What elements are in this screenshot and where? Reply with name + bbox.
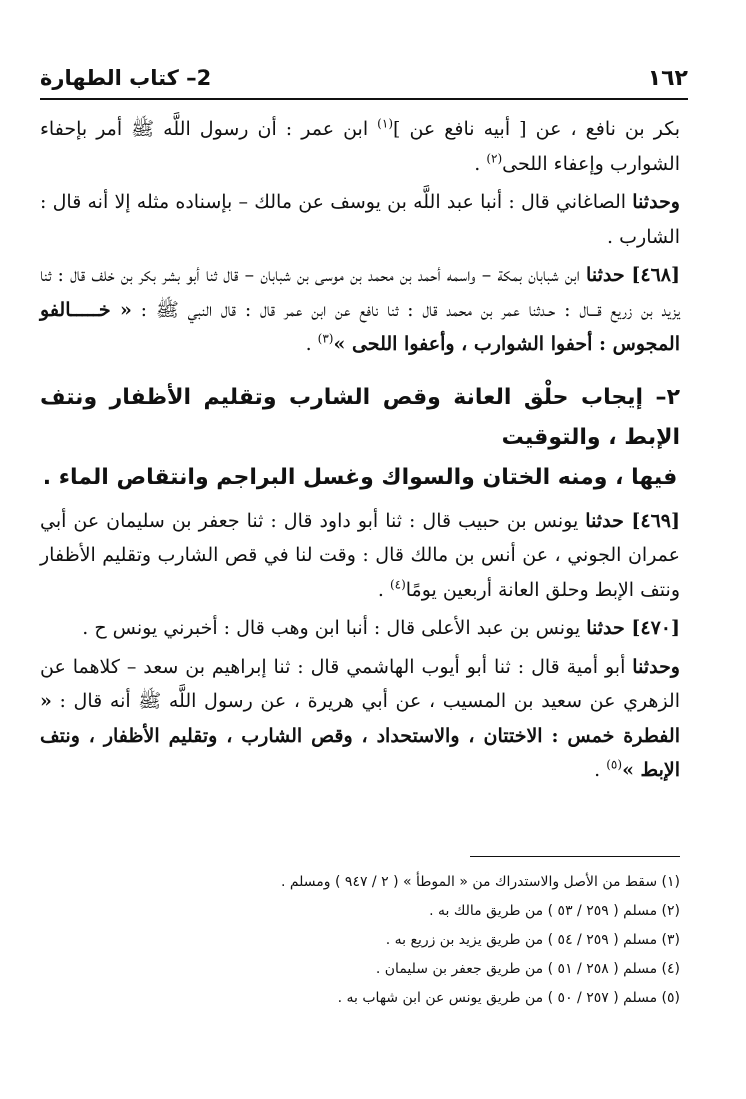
- bold-text-segment: وحدثنا: [632, 655, 680, 678]
- text-segment: .: [474, 152, 487, 175]
- footnote: (٢) مسلم ( ٢٥٩ / ٥٣ ) من طريق مالك به .: [429, 903, 680, 919]
- chapter-heading-line-2: فيها ، ومنه الختان والسواك وغسل البراجم وانتقاص الماء .: [42, 464, 678, 490]
- bold-text-segment: [٤٧٠] حدثنا: [586, 617, 680, 639]
- bold-text-segment: [٤٦٩] حدثنا: [585, 509, 680, 532]
- paragraph-p6: [40, 650, 680, 788]
- text-segment: ابن عمر : أن رسول اللَّه ﷺ أمر بإحفاء الشوارب وإعفاء اللحى: [40, 118, 680, 175]
- bold-text-segment: « الفطرة خمس : الاختتان ، والاستحداد ، وقص الشارب ، وتقليم الأظفار ، ونتف الإبط »: [40, 690, 680, 781]
- footnote: (٤) مسلم ( ٢٥٨ / ٥١ ) من طريق جعفر بن سليمان .: [375, 961, 680, 977]
- paragraph-p2: [40, 185, 680, 254]
- chapter-heading: [40, 378, 680, 498]
- paragraphs-block-2: [40, 504, 680, 788]
- text-segment: بكر بن نافع ، عن [ أبيه نافع عن ]: [393, 118, 680, 140]
- text-segment: أبو أمية قال : ثنا أبو أيوب الهاشمي قال : ثنا إبراهيم بن سعد – كلاهما عن الزهري عن سعيد بن المسيب ، عن أبي هريرة ، عن رسول اللَّه ﷺ أنه قال :: [40, 655, 680, 712]
- paragraph-p5: [40, 611, 680, 646]
- main-text: [40, 112, 680, 792]
- text-segment: يونس بن عبد الأعلى قال : أنبا ابن وهب قال : أخبرني يونس ح .: [82, 617, 587, 639]
- text-segment: .: [594, 759, 607, 781]
- bold-text-segment: وحدثنا: [632, 191, 680, 213]
- footnote: (٥) مسلم ( ٢٥٧ / ٥٠ ) من طريق يونس عن ابن شهاب به .: [337, 990, 680, 1006]
- text-segment: .: [377, 578, 390, 601]
- footnote-marker: (٥): [606, 757, 623, 772]
- bold-text-segment: [٤٦٨] حدثنا: [586, 264, 680, 286]
- footnote-marker: (٢): [486, 151, 503, 166]
- footnote-marker: (١): [377, 116, 393, 131]
- footnotes: [60, 868, 680, 1013]
- footnote: (٣) مسلم ( ٢٥٩ / ٥٤ ) من طريق يزيد بن زريع به .: [385, 932, 680, 948]
- page-header: [40, 58, 688, 100]
- footnote-marker: (٤): [389, 577, 406, 592]
- paragraph-p4: [40, 504, 680, 608]
- chapter-heading-line-1: ٢– إيجاب حلْق العانة وقص الشارب وتقليم الأظفار ونتف الإبط ، والتوقيت: [40, 384, 680, 450]
- text-segment: الصاغاني قال : أنبا عبد اللَّه بن يوسف عن مالك – بإسناده مثله إلا أنه قال : الشارب .: [40, 191, 680, 248]
- paragraph-p1: [40, 112, 680, 181]
- page-number: ١٦٢: [647, 65, 688, 91]
- text-segment: يونس بن حبيب قال : ثنا أبو داود قال : ثنا جعفر بن سليمان عن أبي عمران الجوني ، عن أنس بن مالك قال : وقت لنا في قص الشارب وتقليم الأظفار ونتف الإبط وحلق العانة أربعين يومًا: [40, 509, 680, 601]
- paragraph-p3: [40, 258, 680, 362]
- paragraphs-block-1: [40, 112, 680, 362]
- footnote: (١) سقط من الأصل والاستدراك من « الموطأ » ( ٢ / ٩٤٧ ) ومسلم .: [280, 874, 680, 890]
- text-segment: ابن شبابان بمكة – واسمه أحمد بن محمد بن موسى بن شبابان – قال ثنا أبو بشر بكر بن خلف قال : ثنا يزيد بن زريع قـــال : حـدثنا عمر بن محمد قال : ثنا نافع عن ابن عمر قال : قال النبي ﷺ :: [40, 264, 680, 321]
- bold-text-segment: « خـــــالفو المجوس : أحفوا الشوارب ، وأعفوا اللحى »: [40, 298, 680, 355]
- running-title: 2– كتاب الطهارة: [40, 66, 212, 90]
- footnote-separator: [470, 856, 680, 857]
- text-segment: .: [305, 333, 318, 355]
- footnote-marker: (٣): [317, 331, 334, 346]
